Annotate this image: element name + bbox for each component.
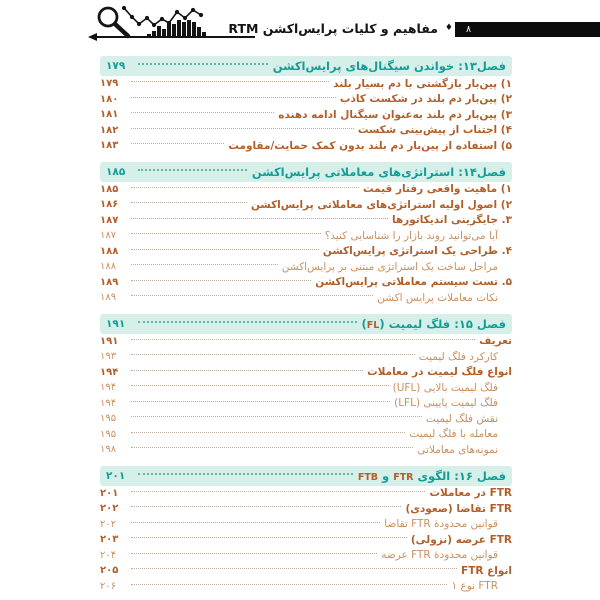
toc-item-label: معامله با فلگ لیمیت — [409, 428, 498, 441]
toc-item-page-number: ۱۸۷ — [100, 214, 119, 226]
toc-item-label: ۴. طراحی یک استراتژی پرایس‌اکشن — [322, 245, 512, 258]
toc-item-page-number: ۱۸۶ — [100, 199, 119, 211]
toc-item-row — [100, 259, 512, 275]
dotted-leader — [138, 63, 268, 65]
toc-item-label: انواع FTR — [461, 564, 512, 577]
toc-chapter-row — [100, 56, 512, 76]
dotted-leader — [131, 506, 401, 507]
toc-item-row — [100, 579, 512, 595]
toc-item-page-number: ۲۰۳ — [100, 534, 119, 546]
chapter-title: فصل ۱۵: فلگ لیمیت (FL) — [361, 316, 506, 331]
arrow-left-icon — [88, 33, 97, 41]
toc-item-label: انواع فلگ لیمیت در معاملات — [367, 366, 512, 379]
dotted-leader — [131, 401, 390, 402]
toc-item-label: FTR نوع ۱ — [451, 580, 498, 593]
dotted-leader — [131, 264, 278, 265]
dotted-leader — [131, 143, 224, 144]
toc-item-page-number: ۱۹۴ — [100, 382, 117, 394]
toc-item-row — [100, 228, 512, 244]
table-of-contents — [100, 56, 512, 600]
toc-item-label: آیا می‌توانید روند بازار را شناسایی کنید؟ — [324, 229, 498, 242]
toc-item-page-number: ۱۸۵ — [100, 183, 119, 195]
toc-item-label: قوانین محدودۀ FTR عرضه — [381, 549, 498, 562]
toc-chapter-row — [100, 466, 512, 486]
toc-section — [100, 56, 512, 154]
toc-item-label: فلگ لیمیت پایینی (LFL) — [394, 397, 498, 410]
toc-item-label: نمونه‌های معاملاتی — [417, 443, 498, 456]
dotted-leader — [131, 218, 388, 219]
toc-item-label: نکات معاملات پرایس اکشن — [377, 291, 498, 304]
dotted-leader — [131, 249, 319, 250]
toc-section — [100, 466, 512, 595]
chapter-title: فصل ۱۶: الگوی FTR و FTB — [357, 468, 506, 483]
magnifier-chart-logo — [90, 1, 212, 41]
toc-item-row — [100, 197, 512, 213]
toc-item-row — [100, 138, 512, 154]
toc-item-page-number: ۱۹۳ — [100, 351, 117, 363]
toc-item-row — [100, 396, 512, 412]
chapter-page-number: ۲۰۱ — [106, 469, 126, 482]
dotted-leader — [131, 112, 274, 113]
toc-item-row — [100, 334, 512, 350]
toc-item-label: ۴) اجتناب از پیش‌بینی شکست — [357, 124, 512, 137]
toc-item-label: ۱) ماهیت واقعی رفتار قیمت — [362, 183, 512, 196]
toc-item-row — [100, 548, 512, 564]
dotted-leader — [131, 416, 422, 417]
toc-item-row — [100, 517, 512, 533]
dotted-leader — [131, 584, 447, 585]
toc-item-row — [100, 486, 512, 502]
toc-section — [100, 314, 512, 458]
toc-item-label: ۱) پین‌بار بازگشتی با دم بسیار بلند — [333, 77, 512, 90]
toc-item-row — [100, 92, 512, 108]
dotted-leader — [131, 202, 247, 203]
toc-item-row — [100, 107, 512, 123]
dotted-leader — [131, 491, 425, 492]
dotted-leader — [131, 568, 457, 569]
toc-item-label: FTR تقاضا (صعودی) — [405, 502, 512, 515]
toc-chapter-row — [100, 314, 512, 334]
toc-item-page-number: ۱۸۱ — [100, 109, 119, 121]
toc-item-page-number: ۱۷۹ — [100, 78, 119, 90]
dotted-leader — [131, 447, 413, 448]
toc-item-page-number: ۱۸۸ — [100, 261, 117, 273]
toc-item-row — [100, 244, 512, 260]
dotted-leader — [131, 370, 363, 371]
toc-item-label: ۵) استفاده از پین‌بار دم بلند بدون کمک حمایت/مقاومت — [228, 139, 512, 152]
dotted-leader — [138, 473, 353, 475]
toc-item-page-number: ۲۰۲ — [100, 503, 119, 515]
dotted-leader — [131, 128, 354, 129]
toc-item-page-number: ۱۹۵ — [100, 413, 117, 425]
toc-item-row — [100, 501, 512, 517]
toc-item-page-number: ۱۹۴ — [100, 397, 117, 409]
page-number-badge — [455, 22, 600, 37]
dotted-leader — [131, 354, 415, 355]
toc-item-page-number: ۲۰۱ — [100, 487, 119, 499]
dotted-leader — [131, 553, 377, 554]
toc-item-page-number: ۲۰۲ — [100, 518, 117, 530]
toc-item-row — [100, 76, 512, 92]
toc-item-page-number: ۲۰۶ — [100, 580, 117, 592]
toc-item-row — [100, 275, 512, 291]
chapter-title: فصل۱۴: استراتژی‌های معاملاتی پرایس‌اکشن — [251, 164, 506, 179]
toc-item-label: تعریف — [479, 335, 512, 348]
toc-item-page-number: ۲۰۴ — [100, 549, 117, 561]
toc-item-page-number: ۲۰۵ — [100, 565, 119, 577]
toc-item-label: کارکرد فلگ لیمیت — [418, 350, 498, 363]
chapter-page-number: ۱۷۹ — [106, 60, 126, 72]
toc-item-row — [100, 365, 512, 381]
diamond-icon: ♦ — [444, 23, 453, 33]
toc-item-page-number: ۱۹۱ — [100, 335, 119, 347]
toc-item-label: ۵. تست سیستم معاملاتی پرایس‌اکشن — [315, 276, 512, 289]
toc-item-row — [100, 427, 512, 443]
toc-item-row — [100, 182, 512, 198]
toc-item-label: ۳. جایگزینی اندیکاتورها — [391, 214, 512, 227]
toc-item-row — [100, 442, 512, 458]
toc-item-label: FTR عرضه (نزولی) — [410, 533, 512, 546]
dotted-leader — [131, 432, 405, 433]
toc-item-row — [100, 213, 512, 229]
dotted-leader — [131, 280, 311, 281]
toc-item-label: نقش فلگ لیمیت — [425, 412, 498, 425]
toc-item-label: FTR در معاملات — [429, 487, 512, 500]
chapter-page-number: ۱۹۱ — [106, 317, 126, 330]
toc-item-row — [100, 290, 512, 306]
toc-item-label: ۳) پین‌بار دم بلند به‌عنوان سیگنال ادامه دهنده — [278, 108, 512, 121]
dotted-leader — [131, 233, 321, 234]
dotted-leader — [131, 81, 329, 82]
toc-item-page-number: ۱۸۹ — [100, 276, 119, 288]
dotted-leader — [131, 339, 475, 340]
dotted-leader — [131, 97, 336, 98]
dotted-leader — [138, 321, 357, 323]
toc-item-row — [100, 532, 512, 548]
dotted-leader — [131, 522, 380, 523]
toc-item-label: فلگ لیمیت بالایی (UFL) — [392, 381, 498, 394]
toc-item-page-number: ۱۸۹ — [100, 292, 117, 304]
toc-item-page-number: ۱۸۰ — [100, 93, 119, 105]
toc-item-page-number: ۱۹۵ — [100, 428, 117, 440]
dotted-leader — [131, 187, 359, 188]
toc-item-label: مراحل ساخت یک استراتژی مبتنی بر پرایس‌اکشن — [281, 260, 498, 273]
toc-item-row — [100, 563, 512, 579]
toc-chapter-row — [100, 162, 512, 182]
toc-item-label: قوانین محدودۀ FTR تقاضا — [384, 518, 498, 531]
toc-item-label: ۲) اصول اولیه استراتژی‌های معاملاتی پرایس‌اکشن — [250, 198, 512, 211]
toc-section — [100, 162, 512, 306]
page-number: ۸ — [466, 24, 472, 35]
header-title: مفاهیم و کلیات پرایس‌اکشن RTM — [228, 21, 438, 36]
toc-item-row — [100, 380, 512, 396]
dotted-leader — [131, 537, 407, 538]
chapter-page-number: ۱۸۵ — [106, 165, 126, 178]
toc-item-label: ۲) پین‌بار دم بلند در شکست کاذب — [339, 93, 512, 106]
toc-item-row — [100, 123, 512, 139]
dotted-leader — [138, 169, 247, 171]
toc-item-page-number: ۱۹۸ — [100, 444, 117, 456]
toc-item-row — [100, 411, 512, 427]
dotted-leader — [131, 295, 373, 296]
toc-item-row — [100, 349, 512, 365]
toc-item-page-number: ۱۸۷ — [100, 230, 117, 242]
toc-item-page-number: ۱۹۴ — [100, 366, 119, 378]
dotted-leader — [131, 385, 389, 386]
chapter-title: فصل۱۳: خواندن سیگنال‌های پرایس‌اکشن — [272, 59, 506, 73]
toc-item-page-number: ۱۸۸ — [100, 245, 119, 257]
header-rule — [95, 36, 255, 38]
toc-item-page-number: ۱۸۳ — [100, 140, 119, 152]
toc-item-page-number: ۱۸۲ — [100, 124, 119, 136]
